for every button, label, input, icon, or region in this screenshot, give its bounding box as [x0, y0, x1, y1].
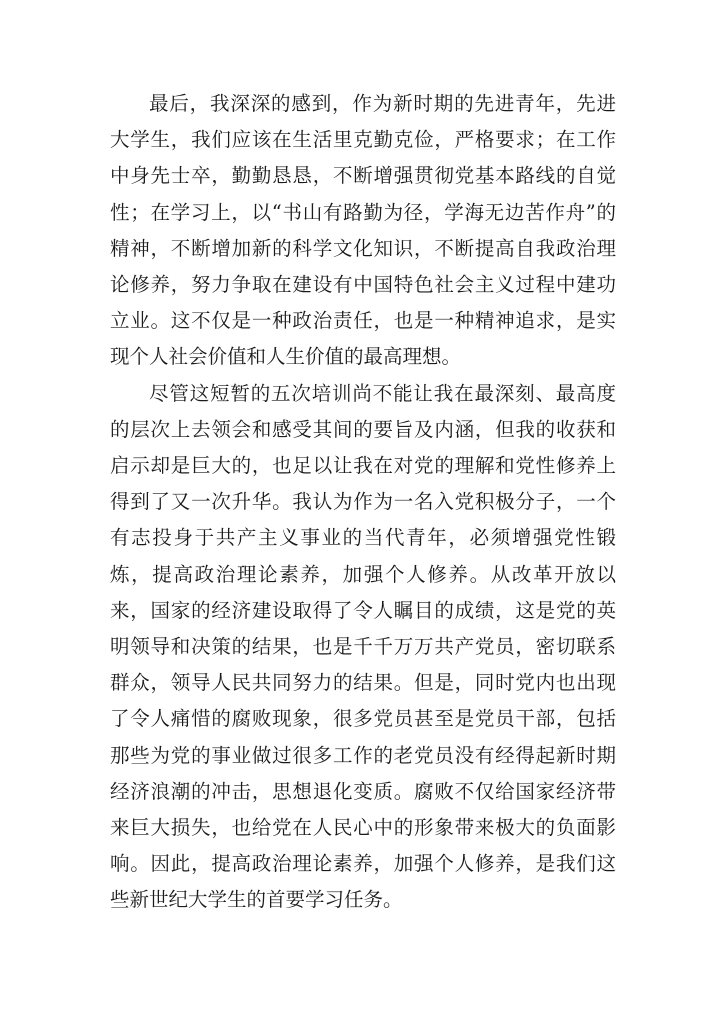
document-body: [110, 86, 616, 919]
paragraph: 最后，我深深的感到，作为新时期的先进青年，先进大学生，我们应该在生活里克勤克俭，严格要求；在工作中身先士卒，勤勤恳恳，不断增强贯彻党基本路线的自觉性；在学习上，以“书山有路勤为径，学海无边苦作舟”的精神，不断增加新的科学文化知识，不断提高自我政治理论修养，努力争取在建设有中国特色社会主义过程中建功立业。这不仅是一种政治责任，也是一种精神追求，是实现个人社会价值和人生价值的最高理想。: [110, 92, 616, 369]
paragraph: 尽管这短暂的五次培训尚不能让我在最深刻、最高度的层次上去领会和感受其间的要旨及内涵，但我的收获和启示却是巨大的，也足以让我在对党的理解和党性修养上得到了又一次升华。我认为作为一名入党积极分子，一个有志投身于共产主义事业的当代青年，必须增强党性锻炼，提高政治理论素养，加强个人修养。从改革开放以来，国家的经济建设取得了令人瞩目的成绩，这是党的英明领导和决策的结果，也是千千万万共产党员，密切联系群众，领导人民共同努力的结果。但是，同时党内也出现了令人痛惜的腐败现象，很多党员甚至是党员干部，包括那些为党的事业做过很多工作的老党员没有经得起新时期经济浪潮的冲击，思想退化变质。腐败不仅给国家经济带来巨大损失，也给党在人民心中的形象带来极大的负面影响。因此，提高政治理论素养，加强个人修养，是我们这些新世纪大学生的首要学习任务。: [110, 381, 616, 912]
